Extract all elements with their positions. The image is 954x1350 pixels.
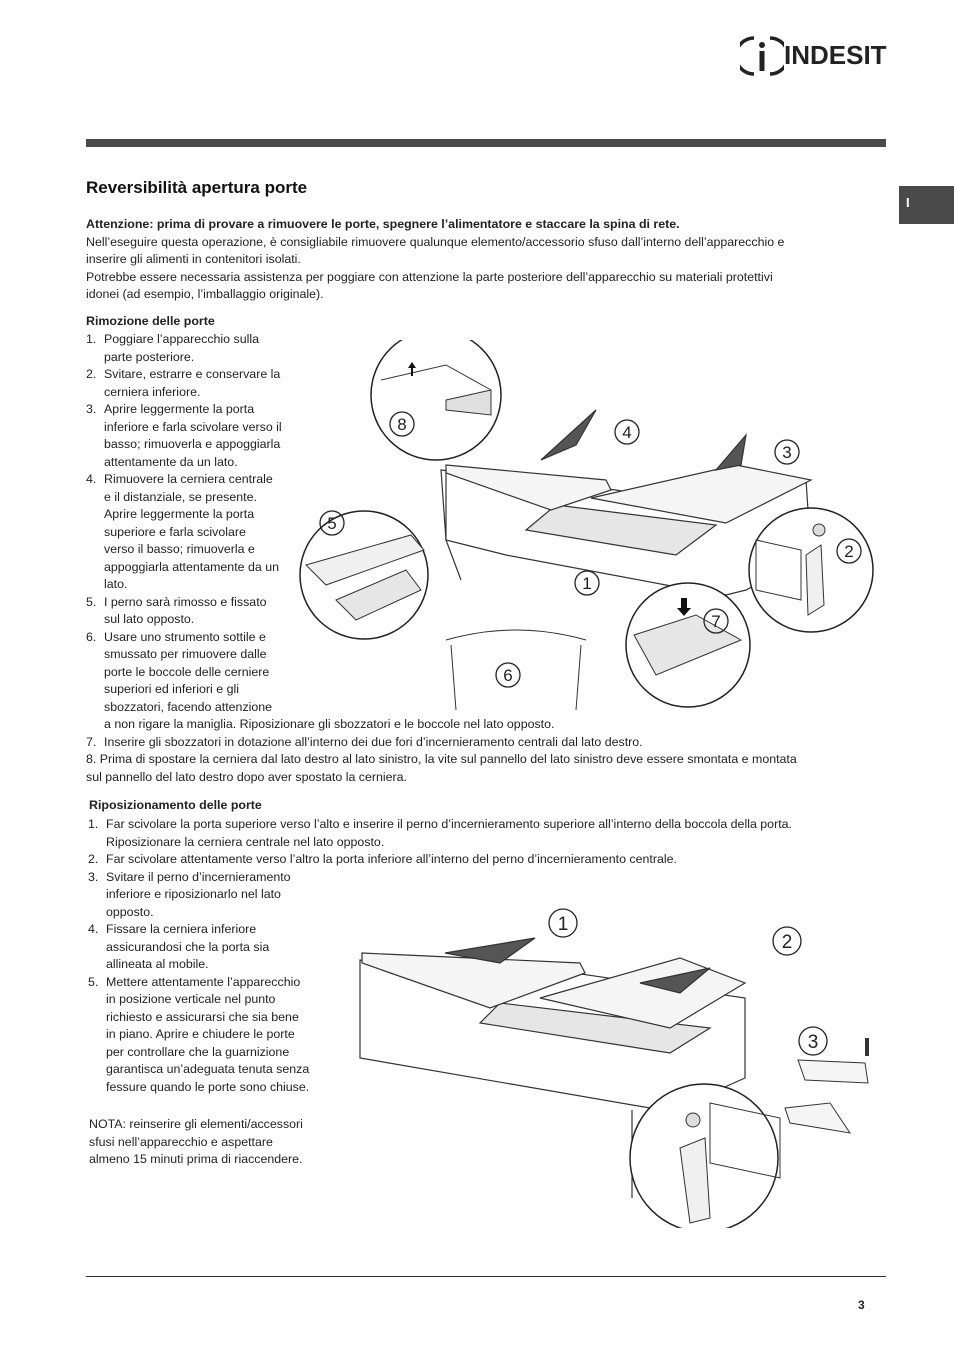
intro-line: Potrebbe essere necessaria assistenza per poggiare con attenzione la parte posteriore dell’apparecchio su materiali protettivi [86,269,773,284]
list-item-number: 1. [86,332,97,346]
list-item-text: I perno sarà rimosso e fissato [104,594,267,609]
list-item-text: per controllare che la guarnizione [106,1044,290,1059]
list-item-text: appoggiarla attentamente da un [104,559,279,574]
list-item-text: verso il basso; rimuoverla e [104,542,255,556]
note-line: sfusi nell’apparecchio e aspettare [89,1134,273,1149]
step-label: 3 [782,443,792,462]
list-item-text: Poggiare l’apparecchio sulla [104,332,259,346]
list-item-text: lato. [104,577,128,591]
step-label: 7 [711,612,721,631]
list-item-number: 2. [88,852,99,866]
brand-name: INDESIT [784,40,887,70]
list-item-text: fessure quando le porte sono chiuse. [106,1079,310,1094]
list-item-number: 3. [88,869,99,884]
list-item-text: Rimuovere la cerniera centrale [104,472,273,486]
intro-line: inserire gli alimenti in contenitori isolati. [86,252,301,266]
page-title: Reversibilità apertura porte [86,178,308,197]
list-item-text: e il distanziale, se presente. [104,489,257,504]
list-item-text: inferiore e riposizionarlo nel lato [106,887,281,901]
list-item-text: Mettere attentamente l’apparecchio [106,974,301,989]
list-item-text: in piano. Aprire e chiudere le porte [106,1027,295,1041]
list-item-text: a non rigare la maniglia. Riposizionare gli sbozzatori e le boccole nel lato opposto. [104,717,555,731]
list-item-text: Far scivolare la porta superiore verso l’alto e inserire il perno d’incernieramento superiore all’interno della boccola della porta. [106,817,792,831]
list-item-text: richiesto e assicurarsi che sia bene [106,1009,299,1024]
list-item-number: 5. [88,974,99,989]
step-label: 2 [781,932,793,953]
note8-line: sul pannello del lato destro dopo aver spostato la cerniera. [86,769,407,784]
removal-heading: Rimozione delle porte [86,314,215,328]
step-label: 6 [503,666,513,685]
step-label: 3 [807,1032,819,1053]
door-removal-illustration [296,340,896,710]
list-item-number: 6. [86,629,97,644]
note-line: almeno 15 minuti prima di riaccendere. [89,1152,303,1166]
list-item-number: 7. [86,734,97,749]
list-item-text: sul lato opposto. [104,612,195,626]
header-bar [86,139,886,147]
list-item-number: 2. [86,367,97,381]
list-item-number: 4. [86,472,97,486]
intro-line: Nell’eseguire questa operazione, è consigliabile rimuovere qualunque elemento/accessorio sfuso dall’interno dell’apparecchio e [86,234,785,249]
list-item-text: Inserire gli sbozzatori in dotazione all’interno dei due fori d’incernieramento centrali dal lato destro. [104,734,643,749]
step-label: 1 [557,914,569,935]
list-item-text: basso; rimuoverla e appoggiarla [104,437,281,451]
list-item-number: 3. [86,402,97,416]
list-item-text: cerniera inferiore. [104,384,201,399]
language-tab-label: I [906,195,910,210]
list-item-text: Far scivolare attentamente verso l’altro la porta inferiore all’interno del perno d’incernieramento centrale. [106,852,677,866]
list-item-text: Usare uno strumento sottile e [104,629,266,644]
list-item-text: sbozzatori, facendo attenzione [104,699,273,714]
warning-block [86,216,886,304]
language-tab [899,186,954,224]
list-item-text: superiore e farla scivolare [104,524,246,539]
list-item-number: 5. [86,594,97,609]
list-item-text: attentamente da un lato. [104,454,238,469]
list-item-text: porte le boccole delle cerniere [104,664,270,679]
step-label: 8 [397,415,407,434]
list-item-text: allineata al mobile. [106,957,209,971]
list-item-text: inferiore e farla scivolare verso il [104,419,282,434]
list-item-text: Aprire leggermente la porta [104,402,255,416]
list-item-text: in posizione verticale nel punto [106,992,276,1006]
indesit-logo [740,34,910,78]
list-item-text: garantisca un’adeguata tenuta senza [106,1062,310,1076]
list-item-text: smussato per rimuovere dalle [104,647,267,661]
list-item-text: opposto. [106,904,154,919]
logo-i-icon [740,34,784,78]
list-item-text: parte posteriore. [104,349,195,364]
list-item-text: Svitare, estrarre e conservare la [104,367,281,381]
list-item-text: Riposizionare la cerniera centrale nel lato opposto. [106,834,385,849]
list-item-text: assicurandosi che la porta sia [106,939,270,954]
warning-text: Attenzione: prima di provare a rimuovere le porte, spegnere l’alimentatore e staccare la spina di rete. [86,217,680,231]
note-block [89,1116,303,1169]
note-line: NOTA: reinserire gli elementi/accessori [89,1117,303,1131]
list-item-text: Svitare il perno d’incernieramento [106,869,291,884]
list-item-number: 1. [88,817,99,831]
step-label: 2 [844,542,854,561]
list-item-text: superiori ed inferiori e gli [104,682,239,696]
list-item-number: 4. [88,922,99,936]
step-label: 5 [327,514,337,533]
list-item-text: Aprire leggermente la porta [104,507,255,521]
list-item-text: Fissare la cerniera inferiore [106,922,257,936]
door-reposition-illustration [350,898,895,1228]
page-number: 3 [858,1298,865,1312]
intro-line: idonei (ad esempio, l’imballaggio originale). [86,287,324,301]
footer-rule [86,1276,886,1277]
note8-line: 8. Prima di spostare la cerniera dal lato destro al lato sinistro, la vite sul pannello del lato sinistro deve essere smontata e montata [86,752,797,766]
reposition-heading: Riposizionamento delle porte [89,798,262,812]
step-label: 1 [582,574,592,593]
step-label: 4 [622,423,632,442]
